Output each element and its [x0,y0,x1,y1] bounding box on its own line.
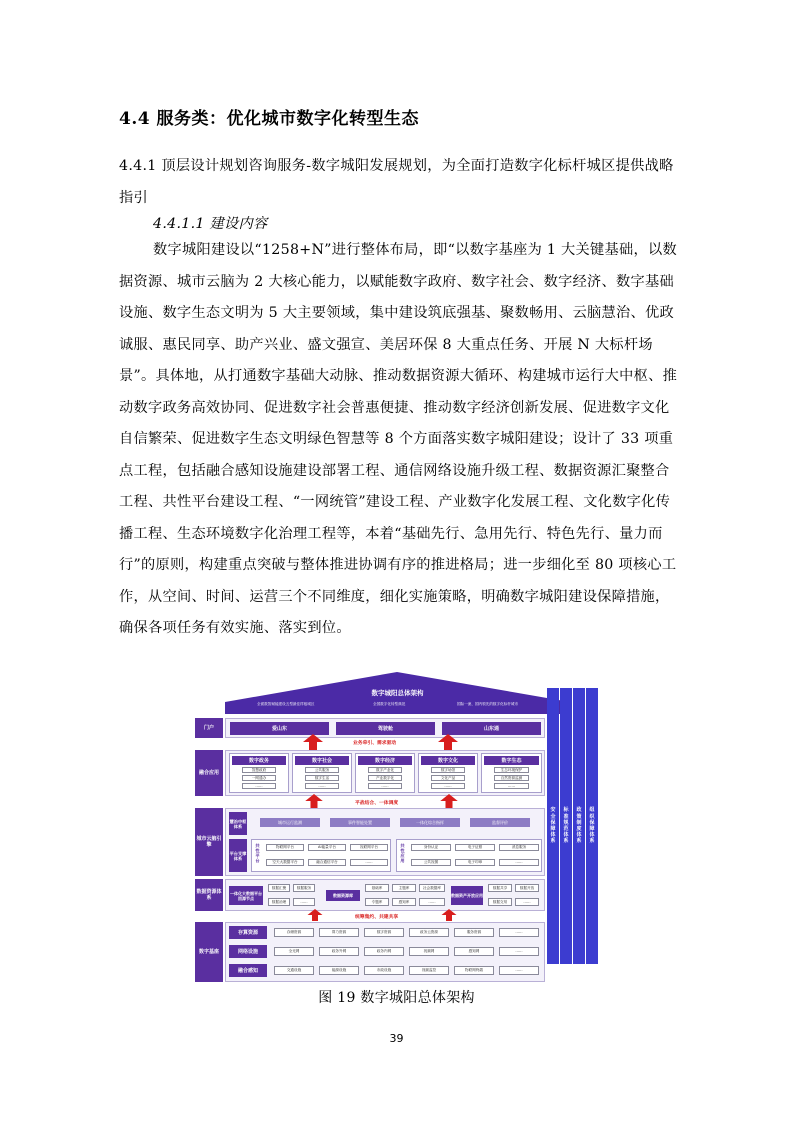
base-item: 存储资源 [274,928,314,937]
center-item: 城市运行监测 [260,818,320,827]
base-row [195,922,545,982]
base-item: 数字资源 [364,928,404,937]
base-item: …… [499,947,539,956]
figure-title: 数字城阳总体架构 [371,689,424,697]
data-label: 数据资源体系 [195,879,223,911]
data-left-title: 一体化大数据平台回源节点 [229,886,263,905]
data-center-title: 数据资源库 [326,890,360,901]
base-label: 数字基座 [195,922,223,982]
platform-label: 平台支撑体系 [229,839,247,872]
app-item: 身份认证 [411,844,451,851]
portal-item: 驾驶舱 [336,722,435,735]
data-center-item: 社会数据库 [419,884,445,892]
pillar-organization: 组织保障体系 [586,688,598,964]
data-center-item: 专题库 [365,898,389,906]
cloud-row [195,808,545,876]
pillar-policy: 政策制度体系 [573,688,585,964]
base-item: 全光网 [274,947,314,956]
data-left-item: 数据汇聚 [268,884,290,892]
fusion-col [292,753,352,793]
data-right-item: 数据交易 [488,898,512,906]
data-center-item: 基础库 [365,884,389,892]
roof-slogan-right: 国际一流、国内领先的数字化标杆城市 [457,702,519,706]
data-right-item: …… [515,898,539,906]
up-arrow [307,909,323,921]
fusion-col [481,753,542,793]
common-app-panel [396,839,542,872]
app-item: 消息服务 [499,844,539,851]
center-item: 监督评价 [470,818,530,827]
up-arrow [440,794,458,808]
base-item: …… [499,928,539,937]
base-item: 交通设施 [274,966,314,975]
center-item: 事件智能处置 [330,818,390,827]
pillar-standards: 标准规范体系 [560,688,572,964]
platform-item: 融合通信平台 [308,859,346,866]
up-arrow [438,734,458,750]
fusion-item: …… [494,783,529,789]
base-item: …… [499,966,539,975]
fusion-item: …… [305,783,339,789]
data-right-title: 数据资产开放应用 [451,886,483,905]
subsubsection-heading: 4.4.1.1 建设内容 [153,216,268,232]
data-body [225,879,545,911]
figure-caption: 图 19 数字城阳总体架构 [318,990,475,1006]
app-item: …… [499,859,539,866]
data-left-item: 数据服务 [293,884,315,892]
architecture-figure [195,672,600,984]
arrow-caption-3: 统筹集约、共建共享 [355,915,399,920]
cloud-label: 城市云脑引擎 [195,808,223,876]
fusion-item: …… [242,783,276,789]
portal-item: 爱山东 [230,722,329,735]
app-item: 电子证照 [455,844,495,851]
common-platform-panel [251,839,391,872]
data-row [195,879,545,911]
base-item: 市政设施 [364,966,404,975]
platform-item: 空天大数据平台 [266,859,304,866]
fusion-item: 产业数字化 [368,775,402,781]
base-item: 视频监控 [409,966,449,975]
base-row-title: 存算资源 [229,926,267,939]
fusion-col [355,753,415,793]
fusion-col-title: 数字经济 [358,756,412,765]
subsection-heading: 4.4.1 顶层设计规划咨询服务-数字城阳发展规划，为全面打造数字化标杆城区提供战略指引 [119,158,674,206]
data-right-item: 数据开放 [515,884,539,892]
center-item: 一体化综合指挥 [400,818,460,827]
fusion-item: 一网通办 [242,775,276,781]
up-arrow [305,794,323,808]
portal-body [225,718,545,738]
fusion-item: 数字产业化 [368,767,402,773]
page-number: 39 [389,1032,404,1045]
roof-slogan-center: 全国数字化转型典范 [373,702,406,706]
fusion-item: 生态环境保护 [494,767,529,773]
portal-item: 山东通 [442,722,541,735]
pillar-security: 安全保障体系 [547,688,559,964]
base-item: 能源设施 [319,966,359,975]
arrow-caption-2: 平战结合、一体调度 [355,801,399,806]
fusion-item: 自然资源监测 [494,775,529,781]
base-row-title: 网络设施 [229,945,267,958]
body-paragraph: 数字城阳建设以“1258+N”进行整体布局，即“以数字基座为 1 大关键基础，以数据资源、城市云脑为 2 大核心能力，以赋能数字政府、数字社会、数字经济、数字基础设施、数字生态文明为 5 大主要领域，集中建设筑底强基、聚数畅用、云脑慧治、优政诚服、惠民同享、助产兴业、盛文强宣、美居环保 8 大重点任务、开展 N 大标杆场景”。具体地，从打通数字基础大动脉、推动数据资源大循环、构建城市运行大中枢、推动数字政务高效协同、促进数字社会普惠便捷、推动数字经济创新发展、促进数字文化自信繁荣、促进数字生态文明绿色智慧等 8 个方面落实数字城阳建设；设计了 33 项重点工程，包括融合感知设施建设部署工程、通信网络设施升级工程、数据资源汇聚整合工程、共性平台建设工程、“一网统管”建设工程、产业数字化发展工程、文化数字化传播工程、生态环境数字化治理工程等，本着“基础先行、急用先行、特色先行、量力而行”的原则，构建重点突破与整体推进协调有序的推进格局；进一步细化至 80 项核心工作，从空间、时间、运营三个不同维度，细化实施策略，明确数字城阳建设保障措施，确保各项任务有效实施、落实到位。 [119,242,678,636]
base-item: 政务内网 [364,947,404,956]
base-item: 算力资源 [319,928,359,937]
platform-item: AI能量平台 [308,844,346,851]
fusion-col-title: 数字社会 [295,756,349,765]
platform-item: 视联网平台 [350,844,388,851]
platform-item: …… [350,859,388,866]
data-left-item: 数据治理 [268,898,290,906]
section-heading: 4.4 服务类：优化城市数字化转型生态 [119,109,419,129]
data-right-item: 数据共享 [488,884,512,892]
fusion-col-title: 数字文化 [421,756,475,765]
base-item: 政务外网 [319,947,359,956]
common-platform-label: 共性平台 [255,843,260,863]
data-center-item: …… [419,898,445,906]
portal-label: 门户 [195,718,223,738]
fusion-item: 智慧政府 [242,767,276,773]
fusion-item: …… [368,783,402,789]
fusion-row [195,750,545,796]
fusion-item: 文化产品 [431,775,465,781]
up-arrow [303,734,323,750]
cloud-body [225,808,545,876]
fusion-body [225,750,545,796]
fusion-item: 数字场馆 [431,767,465,773]
fusion-col [229,753,289,793]
platform-item: 物联网平台 [266,844,304,851]
base-body [225,922,545,982]
fusion-col-title: 数字生态 [484,756,539,765]
data-center-item: 感知库 [392,898,416,906]
data-center-item: 主题库 [392,884,416,892]
roof-slogan-left: 全面数智赋能建设五型最佳样板城区 [257,702,315,706]
fusion-label: 融合应用 [195,750,223,796]
center-label: 慧治中枢体系 [229,812,247,835]
fusion-item: 数字生活 [305,775,339,781]
base-item: 服务资源 [454,928,494,937]
base-row-title: 融合感知 [229,964,267,977]
base-item: 物联网终端 [454,966,494,975]
common-app-label: 共性应用 [400,843,405,863]
up-arrow [441,909,457,921]
base-item: 视频网 [409,947,449,956]
app-item: 公共视图 [411,859,451,866]
app-item: 电子印章 [455,859,495,866]
data-left-item: …… [293,898,315,906]
arrow-caption-1: 业务牵引、需求驱动 [353,741,397,746]
fusion-col-title: 数字政务 [232,756,286,765]
fusion-item: 公共服务 [305,767,339,773]
base-item: 政务云资源 [409,928,449,937]
fusion-col [418,753,478,793]
base-item: 感知网 [454,947,494,956]
portal-row [195,718,545,738]
fusion-item: …… [431,783,465,789]
